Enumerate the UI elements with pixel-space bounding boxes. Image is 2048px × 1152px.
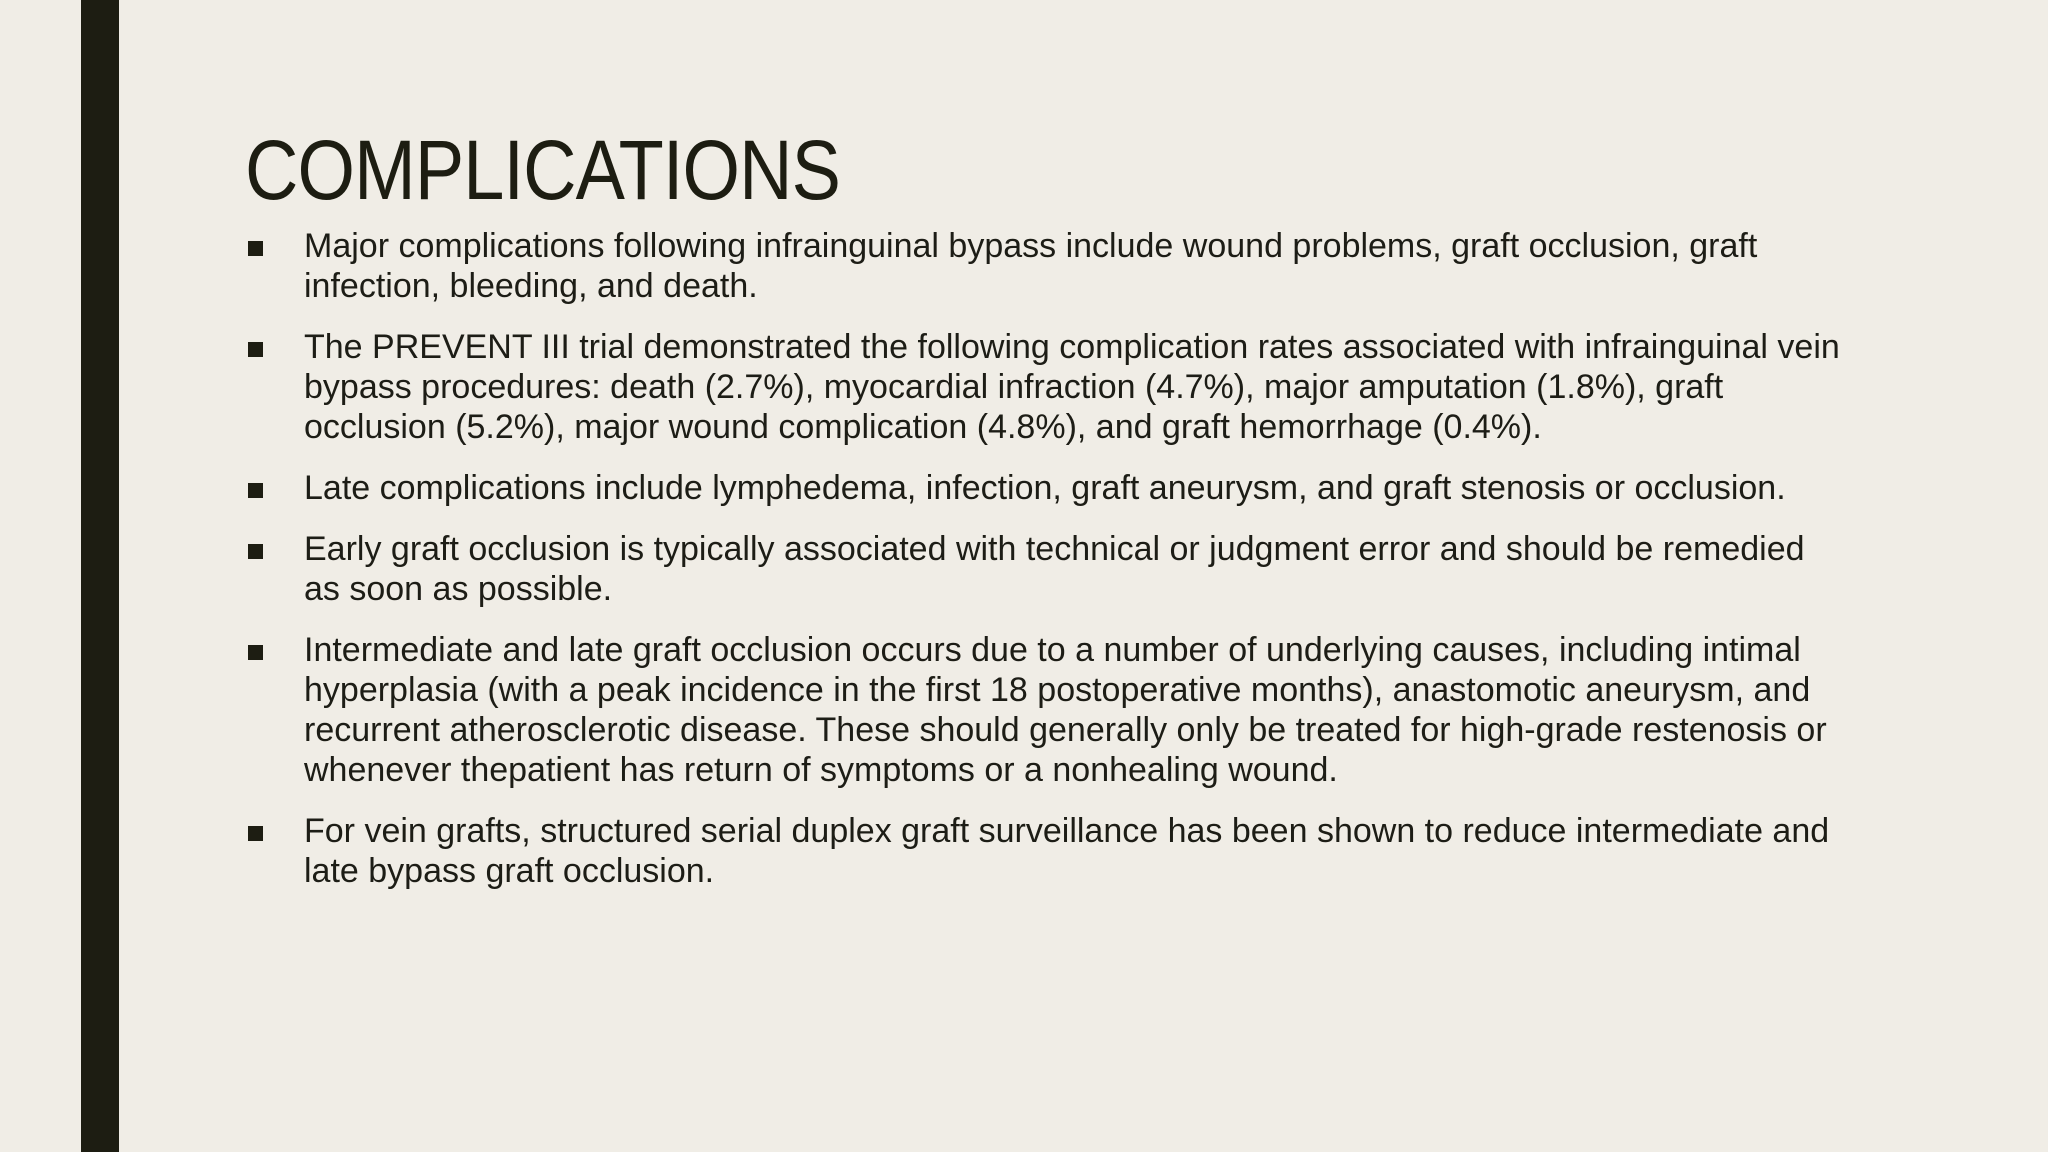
bullet-item-3 — [245, 468, 1845, 508]
bullet-text: Early graft occlusion is typically associated with technical or judgment error and should be remedied as soon as possible. — [304, 530, 1805, 608]
square-bullet-icon — [248, 645, 263, 660]
square-bullet-icon — [248, 826, 263, 841]
slide-title: COMPLICATIONS — [245, 123, 841, 217]
bullet-text: For vein grafts, structured serial duplex graft surveillance has been shown to reduce intermediate and late bypass graft occlusion. — [304, 812, 1830, 890]
square-bullet-icon — [248, 342, 263, 357]
bullet-item-5 — [245, 630, 1845, 790]
bullet-item-2 — [245, 327, 1845, 447]
square-bullet-icon — [248, 241, 263, 256]
bullet-text: The PREVENT III trial demonstrated the following complication rates associated with infrainguinal vein bypass procedures: death (2.7%), myocardial infraction (4.7%), major amputation (1.8%), graft occlusion (5.2%), major wound complication (4.8%), and graft hemorrhage (0.4%). — [304, 328, 1840, 446]
bullet-text: Major complications following infrainguinal bypass include wound problems, graft occlusion, graft infection, bleeding, and death. — [304, 227, 1758, 305]
bullet-item-1 — [245, 226, 1845, 306]
left-accent-bar — [81, 0, 119, 1152]
bullet-text: Late complications include lymphedema, infection, graft aneurysm, and graft stenosis or occlusion. — [304, 469, 1786, 507]
bullet-item-4 — [245, 529, 1845, 609]
bullet-list — [245, 226, 1845, 912]
square-bullet-icon — [248, 483, 263, 498]
square-bullet-icon — [248, 544, 263, 559]
bullet-item-6 — [245, 811, 1845, 891]
bullet-text: Intermediate and late graft occlusion occurs due to a number of underlying causes, including intimal hyperplasia (with a peak incidence in the first 18 postoperative months), anastomotic aneurysm, and recurrent atherosclerotic disease. These should generally only be treated for high-grade restenosis or whenever thepatient has return of symptoms or a nonhealing wound. — [304, 631, 1827, 789]
